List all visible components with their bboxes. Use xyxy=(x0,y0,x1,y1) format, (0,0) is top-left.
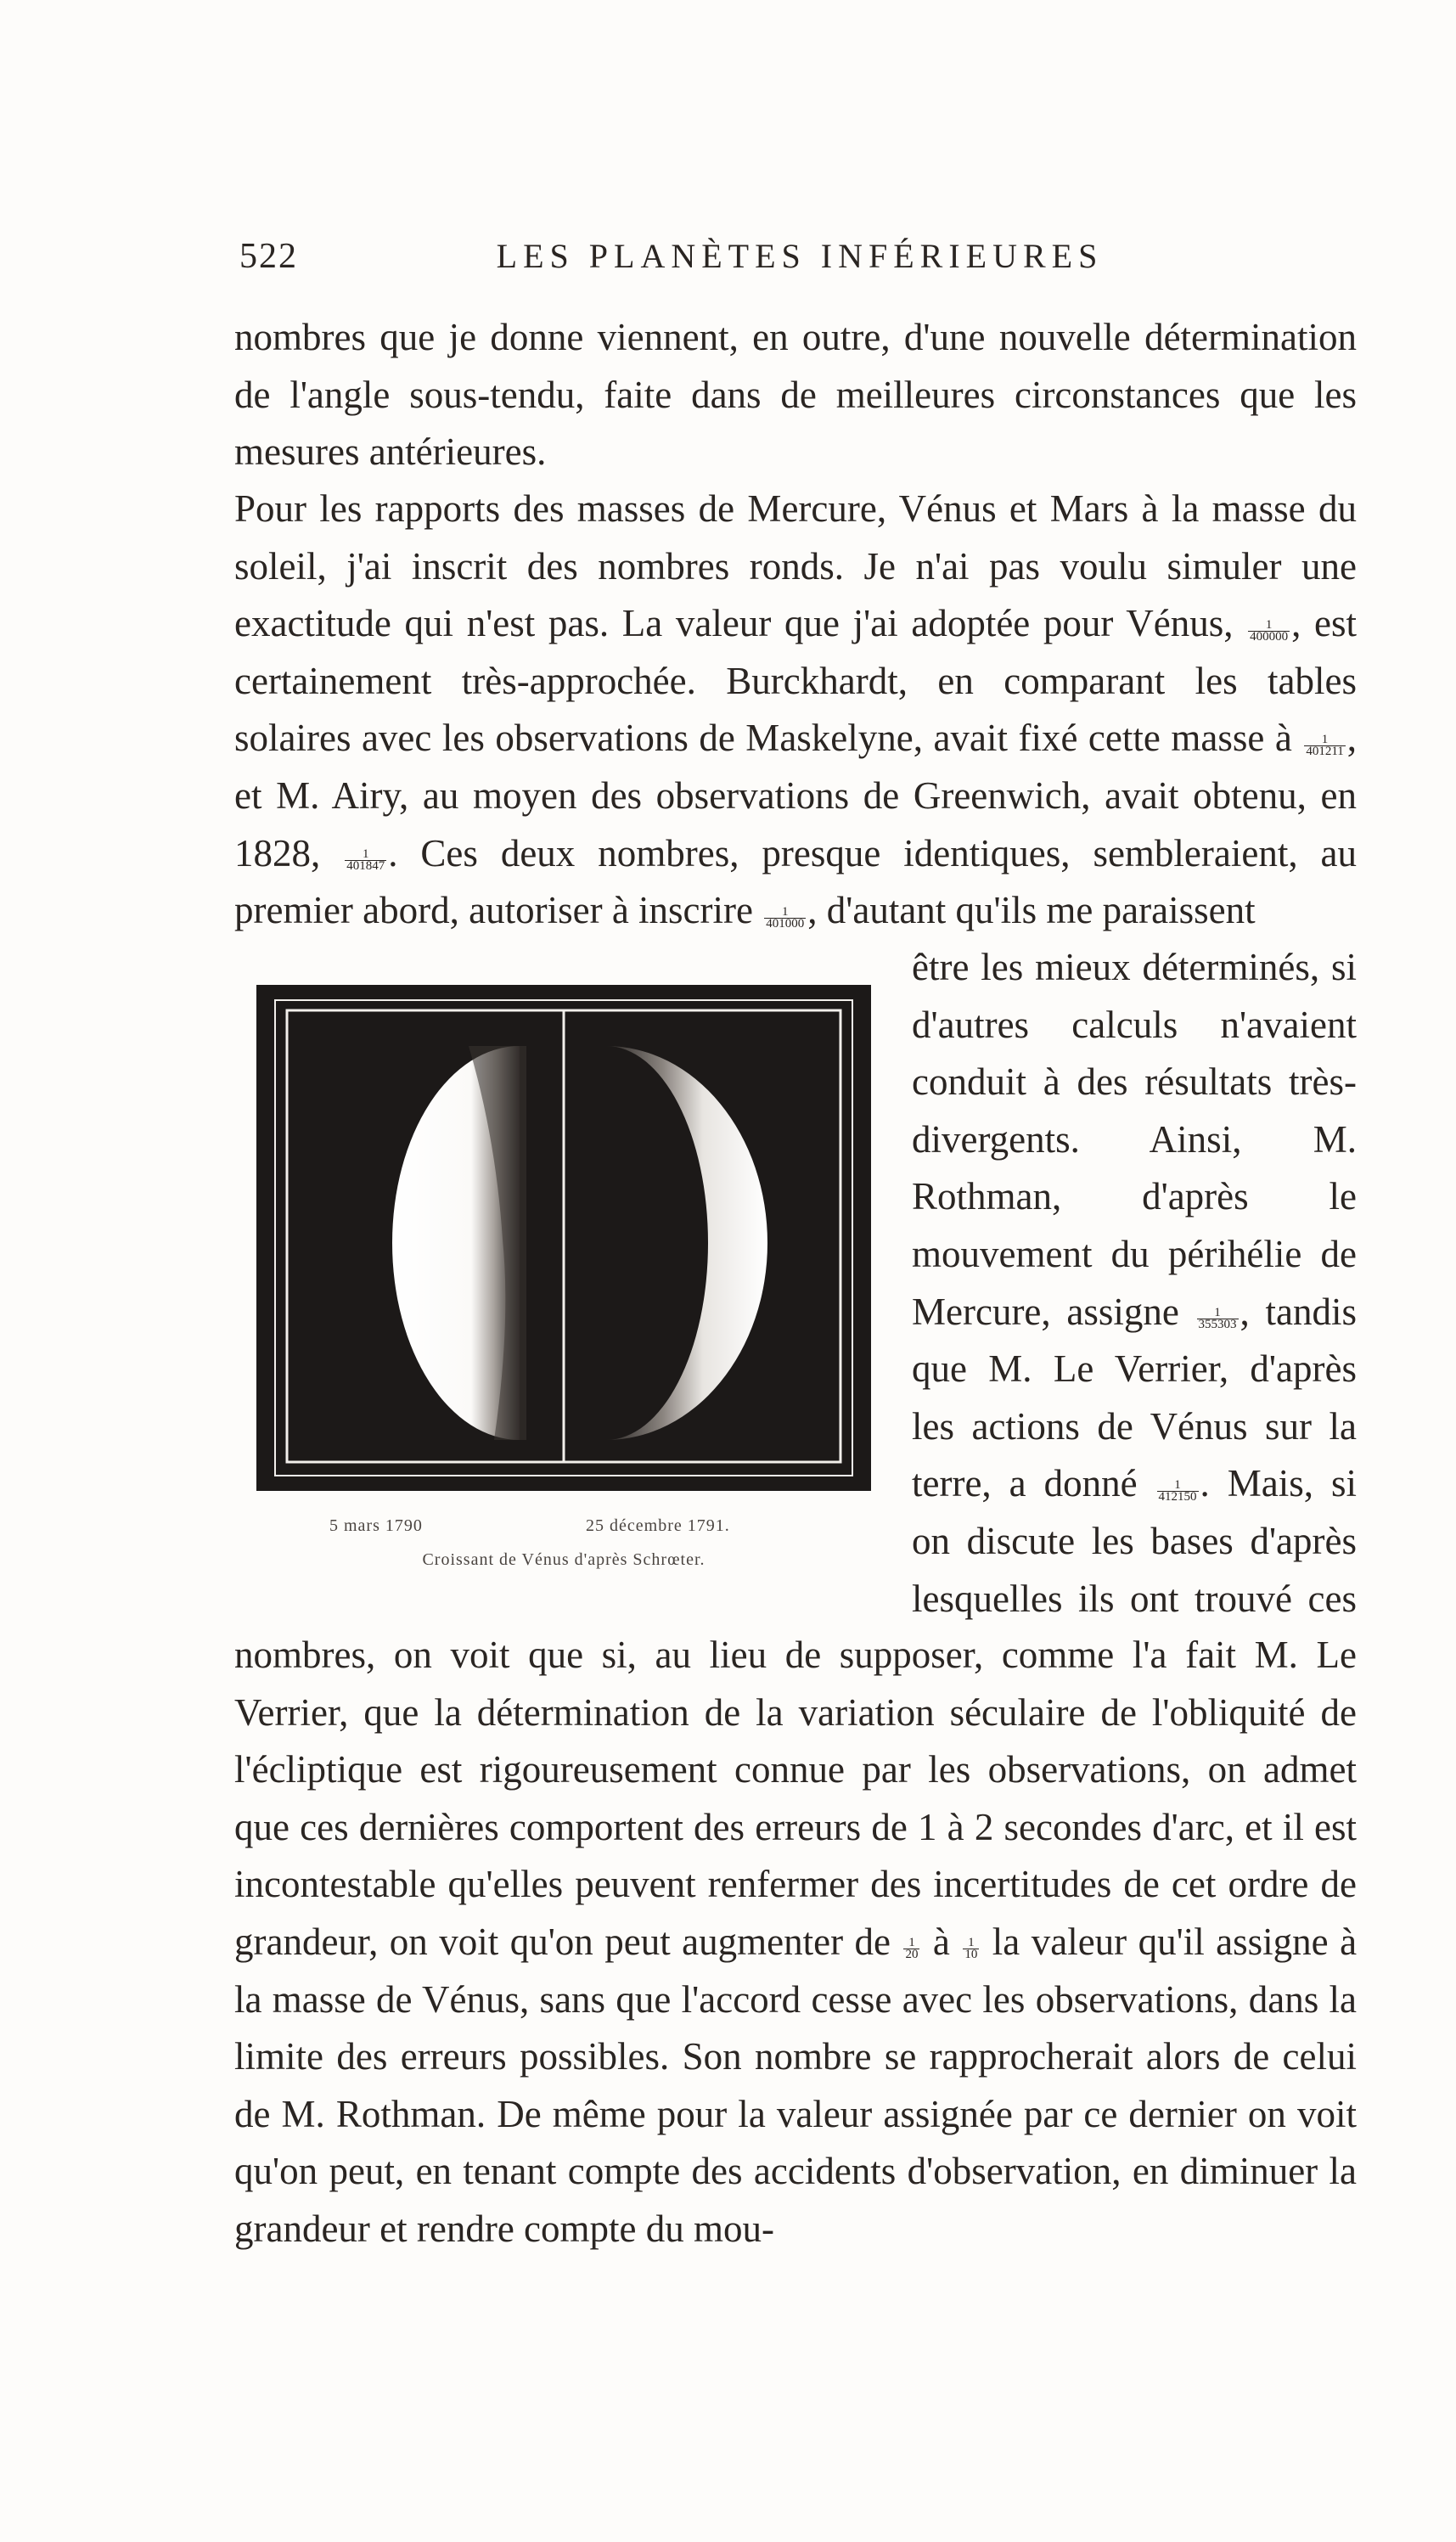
paragraph-3-text-a: être les mieux déterminés, si d'autres calculs n'avaient conduit à des résultats très-divergents. Ainsi, M. Rothman, d'après le mouvement du périhélie de Mercure, assigne xyxy=(912,946,1357,1333)
fraction-denominator: 355303 xyxy=(1198,1318,1237,1332)
fraction-venus-adopted xyxy=(1248,617,1290,644)
paragraph-2-text-b: , est certainement très-approchée. Burckhardt, en comparant les tables solaires avec les observations de Maskelyne, avait fixé cette masse à xyxy=(234,602,1358,760)
fraction-one-tenth xyxy=(963,1937,979,1960)
paragraph-2-text-c: , et M. Airy, au moyen des observations de Greenwich, avait obtenu, en 1828, xyxy=(234,717,1358,875)
fraction-numerator: 1 xyxy=(1304,734,1345,746)
paragraph-1-text: nombres que je donne viennent, en outre, d'une nouvelle détermination de l'angle sous-tendu, faite dans de meilleures circonstances que les mesures antérieures. xyxy=(234,316,1357,474)
fraction-airy xyxy=(345,849,386,872)
page-header xyxy=(239,236,1360,287)
fraction-numerator: 1 xyxy=(1248,620,1290,632)
fraction-denominator: 10 xyxy=(964,1948,978,1962)
paragraph-4 xyxy=(234,1627,1357,2258)
paragraph-2 xyxy=(234,481,1357,940)
fraction-denominator: 400000 xyxy=(1250,629,1289,644)
venus-phase-1791 xyxy=(606,1046,767,1440)
fraction-denominator: 401211 xyxy=(1306,744,1344,758)
paragraph-4-text-c: la valeur qu'il assigne à la masse de Vénus, sans que l'accord cesse avec les observations, dans la limite des erreurs possibles. Son nombre se rapprocherait alors de celui de M. Rothman. De même pour la valeur assignée par ce dernier on voit qu'on peut, en tenant compte des accidents d'observation, en diminuer la grandeur et rendre compte du mou- xyxy=(234,1920,1358,2250)
paragraph-2-text-a: Pour les rapports des masses de Mercure, Vénus et Mars à la masse du soleil, j'ai inscrit des nombres ronds. Je n'ai pas voulu simuler une exactitude qui n'est pas. La valeur que j'ai adoptée pour Vénus, xyxy=(234,487,1357,645)
fraction-denominator: 401847 xyxy=(346,859,385,874)
running-title: LES PLANÈTES INFÉRIEURES xyxy=(496,237,1104,275)
fraction-numerator: 1 xyxy=(903,1937,919,1949)
paragraph-2-text-d: . Ces deux nombres, presque identiques, sembleraient, au premier abord, autoriser à inscrire xyxy=(234,831,1358,932)
paragraph-4-text-a: nombres, on voit que si, au lieu de supposer, comme l'a fait M. Le Verrier, que la détermination de la variation séculaire de l'obliquité de l'écliptique est rigoureusement connue par les observations, on admet que ces dernières comportent des erreurs de 1 à 2 secondes d'arc, et il est incontestable qu'elles peuvent renfermer des incertitudes de cet ordre de grandeur, on voit qu'on peut augmenter de xyxy=(234,1634,1357,1963)
venus-crescent-engraving xyxy=(256,985,871,1491)
fraction-denominator: 20 xyxy=(905,1948,919,1962)
fraction-numerator: 1 xyxy=(963,1937,979,1949)
fraction-denominator: 412150 xyxy=(1158,1489,1197,1504)
fraction-numerator: 1 xyxy=(345,849,386,861)
paragraph-1 xyxy=(234,309,1357,481)
venus-phase-1790 xyxy=(392,1046,526,1440)
paragraph-2-text-e: , d'autant qu'ils me paraissent xyxy=(807,889,1256,932)
fraction-numerator: 1 xyxy=(1197,1308,1239,1319)
figure-caption-title: Croissant de Vénus d'après Schrœter. xyxy=(422,1550,706,1569)
fraction-rothman xyxy=(1197,1308,1239,1330)
figure-caption-left: 5 mars 1790 xyxy=(329,1516,423,1535)
paragraph-3-text-b: , tandis que M. Le Verrier, d'après les actions de Vénus sur la terre, a donné xyxy=(912,1290,1357,1505)
venus-crescent-figure xyxy=(256,985,871,1491)
paragraph-3 xyxy=(912,939,1357,1628)
paragraph-3-text-c: . Mais, si on discute les bases d'après lesquelles ils ont trouvé ces xyxy=(912,1462,1358,1620)
page-number: 522 xyxy=(239,237,298,276)
fraction-burckhardt xyxy=(1304,734,1345,757)
paragraph-4-text-b: à xyxy=(932,1920,950,1963)
fraction-one-twentieth xyxy=(903,1937,919,1960)
fraction-numerator: 1 xyxy=(764,907,806,919)
fraction-denominator: 401000 xyxy=(766,916,805,931)
figure-caption-right: 25 décembre 1791. xyxy=(586,1516,730,1535)
fraction-inscribe xyxy=(764,904,806,931)
fraction-leverrier xyxy=(1157,1477,1199,1504)
fraction-numerator: 1 xyxy=(1157,1480,1199,1492)
